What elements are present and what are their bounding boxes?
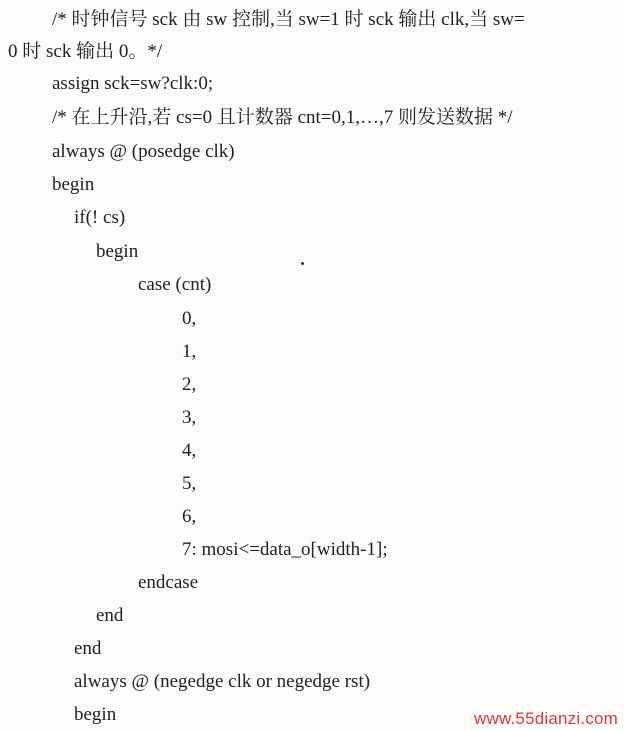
comment-line-2: 0 时 sck 输出 0。*/: [8, 41, 163, 62]
case-item-3: 3,: [182, 407, 197, 428]
always-negedge: always @ (negedge clk or negedge rst): [74, 671, 371, 692]
case-item-2: 2,: [182, 374, 197, 395]
case-item-5: 5,: [182, 473, 197, 494]
case-item-6: 6,: [182, 506, 197, 527]
end-inner: end: [96, 605, 124, 626]
case-item-0: 0,: [182, 308, 197, 329]
assign-statement: assign sck=sw?clk:0;: [52, 73, 214, 94]
begin-inner: begin: [96, 241, 139, 262]
end-outer: end: [74, 638, 102, 659]
watermark-text: www.55dianzi.com: [474, 709, 618, 728]
if-statement: if(! cs): [74, 207, 126, 228]
case-item-7: 7: mosi<=data_o[width-1];: [182, 539, 388, 560]
begin-outer: begin: [52, 174, 95, 195]
always-posedge: always @ (posedge clk): [52, 141, 235, 162]
case-item-1: 1,: [182, 341, 197, 362]
case-item-4: 4,: [182, 440, 197, 461]
endcase-statement: endcase: [138, 572, 199, 593]
case-statement: case (cnt): [138, 274, 212, 295]
begin-second: begin: [74, 704, 117, 725]
comment-line-1: /* 时钟信号 sck 由 sw 控制,当 sw=1 时 sck 输出 clk,当 sw=: [52, 9, 525, 30]
stray-dot: [301, 262, 304, 265]
comment-line-3: /* 在上升沿,若 cs=0 且计数器 cnt=0,1,…,7 则发送数据 */: [52, 107, 513, 128]
